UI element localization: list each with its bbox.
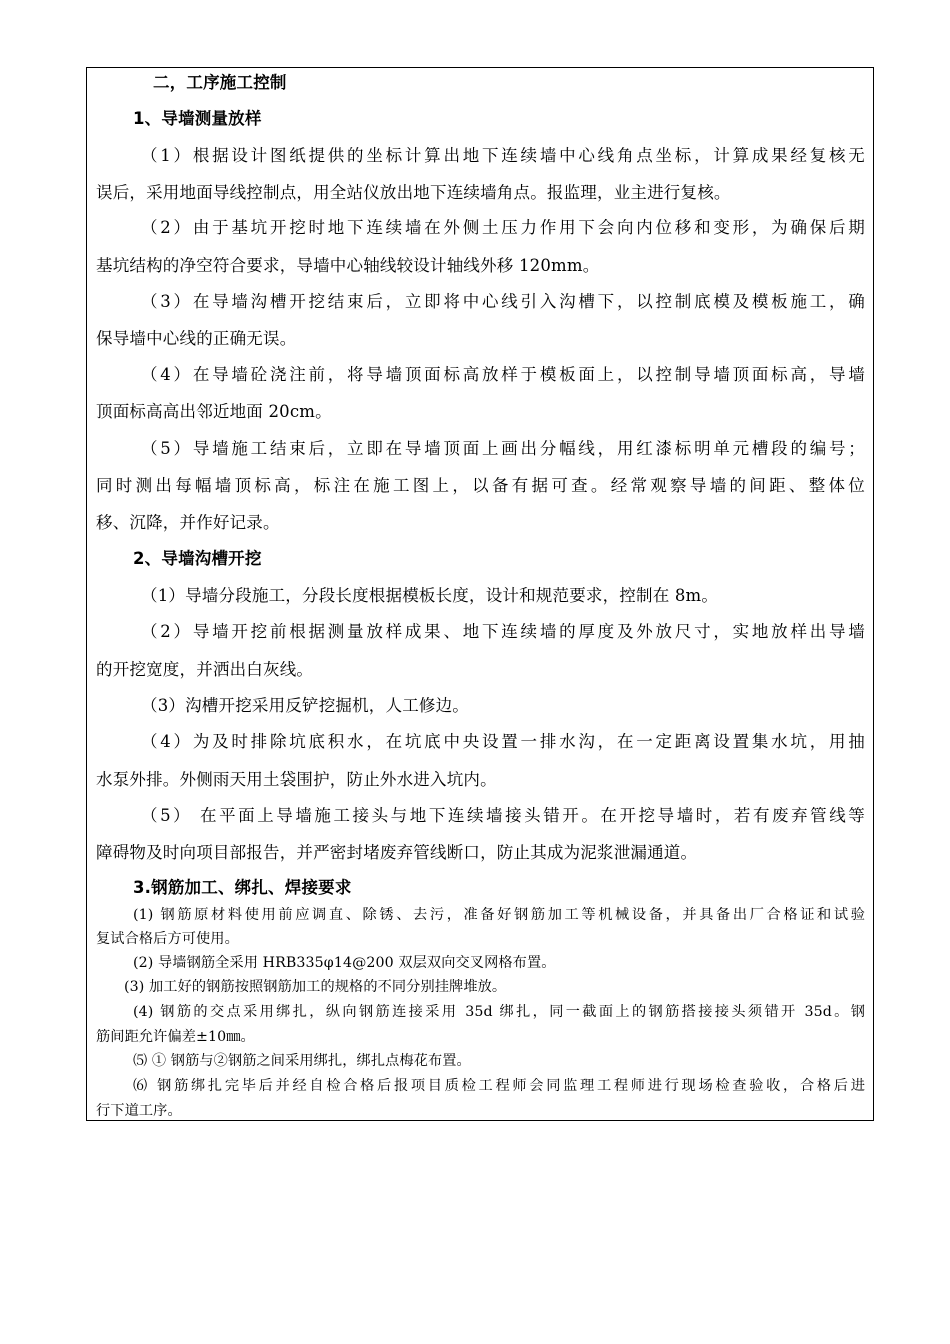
sub2-heading: 2、导墙沟槽开挖 xyxy=(133,549,262,568)
sub2-p5-line1: （5） 在平面上导墙施工接头与地下连续墙接头错开。在开挖导墙时，若有废弃管线等 xyxy=(141,806,865,825)
sub3-heading: 3.钢筋加工、绑扎、焊接要求 xyxy=(133,878,352,897)
sub3-p6-line2: 行下道工序。 xyxy=(96,1103,182,1119)
sub1-p4-line2: 顶面标高高出邻近地面 20cm。 xyxy=(96,402,332,421)
sub3-p4-line2: 筋间距允许偏差±10㎜。 xyxy=(96,1029,255,1045)
sub2-p5-line2: 障碍物及时向项目部报告，并严密封堵废弃管线断口，防止其成为泥浆泄漏通道。 xyxy=(96,843,698,862)
sub1-p4-line1: （4）在导墙砼浇注前，将导墙顶面标高放样于模板面上，以控制导墙顶面标高，导墙 xyxy=(141,365,865,384)
sub1-heading: 1、导墙测量放样 xyxy=(133,109,262,128)
sub1-p2-line1: （2）由于基坑开挖时地下连续墙在外侧土压力作用下会向内位移和变形，为确保后期 xyxy=(141,218,865,237)
sub3-p1-line1: (1) 钢筋原材料使用前应调直、除锈、去污，准备好钢筋加工等机械设备，并具备出厂合格证和试验 xyxy=(133,907,865,923)
sub3-p4-line1: (4) 钢筋的交点采用绑扎，纵向钢筋连接采用 35d 绑扎，同一截面上的钢筋搭接接头须错开 35d。钢 xyxy=(133,1004,865,1020)
sub1-p5-line1: （5）导墙施工结束后，立即在导墙顶面上画出分幅线，用红漆标明单元槽段的编号； xyxy=(141,439,865,458)
sub2-p2-line1: （2）导墙开挖前根据测量放样成果、地下连续墙的厚度及外放尺寸，实地放样出导墙 xyxy=(141,622,865,641)
sub2-p3-line1: （3）沟槽开挖采用反铲挖掘机，人工修边。 xyxy=(141,696,469,715)
sub1-p5-line2: 同时测出每幅墙顶标高，标注在施工图上，以备有据可查。经常观察导墙的间距、整体位 xyxy=(96,476,865,495)
sub3-p6-line1: ⑹ 钢筋绑扎完毕后并经自检合格后报项目质检工程师会同监理工程师进行现场检查验收，合格后进 xyxy=(133,1078,865,1094)
sub1-p3-line2: 保导墙中心线的正确无误。 xyxy=(96,329,297,348)
section-title: 二，工序施工控制 xyxy=(153,73,287,92)
sub2-p4-line2: 水泵外排。外侧雨天用土袋围护，防止外水进入坑内。 xyxy=(96,770,497,789)
sub2-p4-line1: （4）为及时排除坑底积水，在坑底中央设置一排水沟，在一定距离设置集水坑，用抽 xyxy=(141,732,865,751)
sub3-p1-line2: 复试合格后方可使用。 xyxy=(96,931,239,947)
sub1-p3-line1: （3）在导墙沟槽开挖结束后，立即将中心线引入沟槽下，以控制底模及模板施工，确 xyxy=(141,292,865,311)
sub1-p1-line2: 误后，采用地面导线控制点，用全站仪放出地下连续墙角点。报监理，业主进行复核。 xyxy=(96,183,731,202)
sub1-p5-line3: 移、沉降，并作好记录。 xyxy=(96,513,280,532)
sub1-p2-line2: 基坑结构的净空符合要求，导墙中心轴线较设计轴线外移 120mm。 xyxy=(96,256,600,275)
sub2-p2-line2: 的开挖宽度，并洒出白灰线。 xyxy=(96,660,314,679)
sub3-p5-line1: ⑸ ① 钢筋与②钢筋之间采用绑扎，绑扎点梅花布置。 xyxy=(133,1053,471,1069)
sub3-p3-line1: (3) 加工好的钢筋按照钢筋加工的规格的不同分别挂牌堆放。 xyxy=(124,979,507,995)
sub3-p2-line1: (2) 导墙钢筋全采用 HRB335φ14@200 双层双向交叉网格布置。 xyxy=(133,955,556,971)
sub2-p1-line1: （1）导墙分段施工，分段长度根据模板长度，设计和规范要求，控制在 8m。 xyxy=(141,586,719,605)
sub1-p1-line1: （1）根据设计图纸提供的坐标计算出地下连续墙中心线角点坐标，计算成果经复核无 xyxy=(141,146,865,165)
